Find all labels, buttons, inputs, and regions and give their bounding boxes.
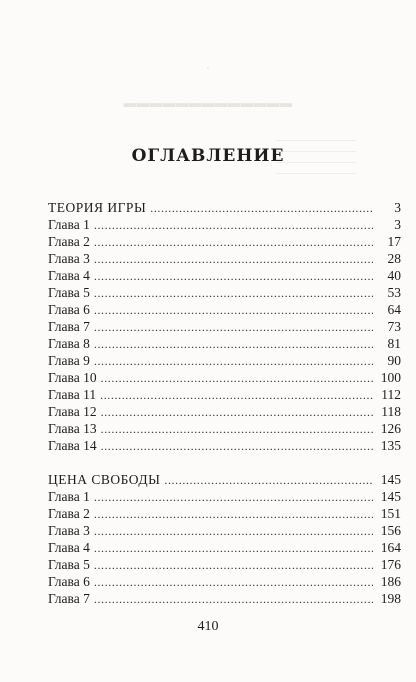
chapter-page: 156 — [380, 523, 401, 538]
chapter-page: 164 — [380, 540, 401, 555]
dot-leader — [94, 234, 373, 251]
dot-leader — [150, 200, 373, 217]
dot-leader — [94, 319, 373, 336]
chapter-label: Глава 2 — [48, 234, 90, 249]
page-number: 410 — [197, 619, 219, 634]
dot-leader — [94, 489, 373, 506]
chapter-page: 176 — [380, 557, 401, 572]
chapter-label: Глава 14 — [48, 438, 97, 453]
toc-entry — [48, 352, 401, 369]
dot-leader — [94, 506, 373, 523]
section-page: 3 — [394, 200, 401, 215]
chapter-label: Глава 10 — [48, 370, 97, 385]
chapter-label: Глава 5 — [48, 557, 90, 572]
chapter-page: 17 — [387, 234, 401, 249]
toc-entry — [48, 284, 401, 301]
chapter-label: Глава 4 — [48, 540, 90, 555]
dot-leader — [94, 268, 373, 285]
chapter-page: 100 — [380, 370, 401, 385]
toc-entry — [48, 267, 401, 284]
toc-entry — [48, 437, 401, 454]
chapter-page: 118 — [381, 404, 401, 419]
toc-entry — [48, 233, 401, 250]
toc-entry — [48, 556, 401, 573]
chapter-label: Глава 1 — [48, 489, 90, 504]
chapter-page: 40 — [387, 268, 401, 283]
toc-entry — [48, 250, 401, 267]
dot-leader — [94, 217, 373, 234]
toc-section-heading — [48, 199, 401, 216]
chapter-label: Глава 11 — [48, 387, 97, 402]
chapter-label: Глава 7 — [48, 591, 90, 606]
chapter-label: Глава 12 — [48, 404, 97, 419]
toc-entry — [48, 522, 401, 539]
chapter-page: 126 — [380, 421, 401, 436]
chapter-page: 145 — [380, 489, 401, 504]
chapter-page: 64 — [387, 302, 401, 317]
toc-section-price-of-freedom — [48, 471, 401, 607]
toc-entry — [48, 573, 401, 590]
chapter-page: 81 — [387, 336, 401, 351]
chapter-page: 112 — [381, 387, 401, 402]
chapter-page: 151 — [380, 506, 401, 521]
chapter-label: Глава 9 — [48, 353, 90, 368]
dot-leader — [94, 285, 373, 302]
chapter-page: 73 — [387, 319, 401, 334]
dot-leader — [94, 574, 373, 591]
dot-leader — [94, 523, 373, 540]
chapter-label: Глава 6 — [48, 302, 90, 317]
section-title: ТЕОРИЯ ИГРЫ — [48, 200, 147, 215]
toc-entry — [48, 216, 401, 233]
dot-leader — [100, 387, 373, 404]
chapter-label: Глава 2 — [48, 506, 90, 521]
chapter-label: Глава 7 — [48, 319, 90, 334]
dot-leader — [101, 404, 373, 421]
toc-entry — [48, 335, 401, 352]
chapter-label: Глава 5 — [48, 285, 90, 300]
toc-entry — [48, 369, 401, 386]
toc-section-game-theory — [48, 199, 401, 454]
dot-leader — [164, 472, 373, 489]
dot-leader — [94, 336, 373, 353]
dot-leader — [94, 353, 373, 370]
dot-leader — [101, 421, 373, 438]
chapter-page: 135 — [380, 438, 401, 453]
show-through-heading: ▬▬▬▬▬▬▬▬▬▬▬▬▬ — [123, 96, 293, 110]
chapter-page: 3 — [394, 217, 401, 232]
chapter-label: Глава 13 — [48, 421, 97, 436]
chapter-page: 90 — [387, 353, 401, 368]
toc-entry — [48, 420, 401, 437]
toc-entry — [48, 318, 401, 335]
chapter-label: Глава 1 — [48, 217, 90, 232]
page-title: ОГЛАВЛЕНИЕ — [131, 146, 285, 166]
toc-entry — [48, 505, 401, 522]
dot-leader — [94, 302, 373, 319]
show-through-mark: · — [205, 62, 211, 77]
chapter-page: 28 — [387, 251, 401, 266]
chapter-page: 198 — [380, 591, 401, 606]
chapter-label: Глава 6 — [48, 574, 90, 589]
dot-leader — [101, 370, 373, 387]
section-title: ЦЕНА СВОБОДЫ — [48, 472, 161, 487]
chapter-label: Глава 4 — [48, 268, 90, 283]
dot-leader — [94, 540, 373, 557]
chapter-label: Глава 8 — [48, 336, 90, 351]
toc-entry — [48, 403, 401, 420]
toc-entry — [48, 488, 401, 505]
toc-entry — [48, 386, 401, 403]
chapter-label: Глава 3 — [48, 251, 90, 266]
toc-entry — [48, 301, 401, 318]
dot-leader — [94, 591, 373, 608]
dot-leader — [94, 557, 373, 574]
toc-entry — [48, 539, 401, 556]
chapter-page: 53 — [387, 285, 401, 300]
section-page: 145 — [380, 472, 401, 487]
dot-leader — [94, 251, 373, 268]
chapter-label: Глава 3 — [48, 523, 90, 538]
toc-section-heading — [48, 471, 401, 488]
dot-leader — [101, 438, 373, 455]
toc-entry — [48, 590, 401, 607]
chapter-page: 186 — [380, 574, 401, 589]
